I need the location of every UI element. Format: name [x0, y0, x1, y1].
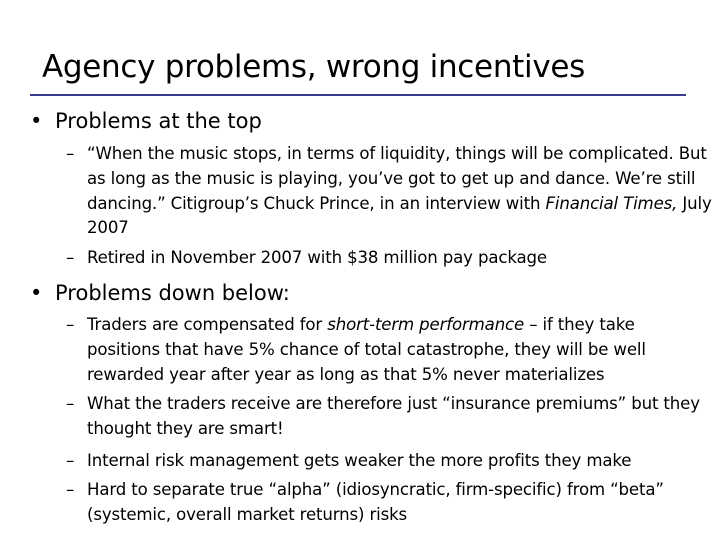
bullet-marker: •: [30, 109, 43, 133]
bullet-marker: •: [30, 281, 43, 305]
date-text: July 2007: [87, 193, 712, 238]
text-segment: Traders are compensated for: [87, 315, 328, 334]
sub-bullet-text: Retired in November 2007 with $38 million pay package: [87, 248, 547, 267]
dash-marker: –: [66, 315, 75, 334]
dash-marker: –: [66, 394, 75, 413]
sub-bullet-text: Internal risk management gets weaker the more profits they make: [87, 451, 632, 470]
sub-bullet-text: [87, 142, 712, 241]
sub-bullet-text: Hard to separate true “alpha” (idiosyncratic, firm-specific) from “beta” (systemic, overall market returns) risks: [87, 480, 664, 524]
emphasized-text: short-term performance: [327, 315, 525, 334]
slide-title: Agency problems, wrong incentives: [42, 49, 585, 85]
dash-marker: –: [66, 451, 75, 470]
dash-marker: –: [66, 480, 75, 499]
text-segment: – if they take positions that have 5% chance of total catastrophe, they will be well rewarded year after year as long as that 5% never materializes: [87, 315, 646, 384]
dash-marker: –: [66, 144, 75, 163]
sub-bullet-text: [87, 313, 712, 387]
title-underline: [30, 94, 686, 96]
dash-marker: –: [66, 248, 75, 267]
publication-name: Financial Times,: [545, 193, 678, 213]
bullet-text: Problems down below:: [55, 281, 290, 305]
sub-bullet-text: What the traders receive are therefore just “insurance premiums” but they thought they are smart!: [87, 394, 700, 438]
quote-text: “When the music stops, in terms of liquidity, things will be complicated. But as long as the music is playing, you’ve got to get up and dance. We’re still dancing.” Citigroup’s Chuck Prince, in an interview with: [87, 144, 707, 213]
bullet-text: Problems at the top: [55, 109, 262, 133]
